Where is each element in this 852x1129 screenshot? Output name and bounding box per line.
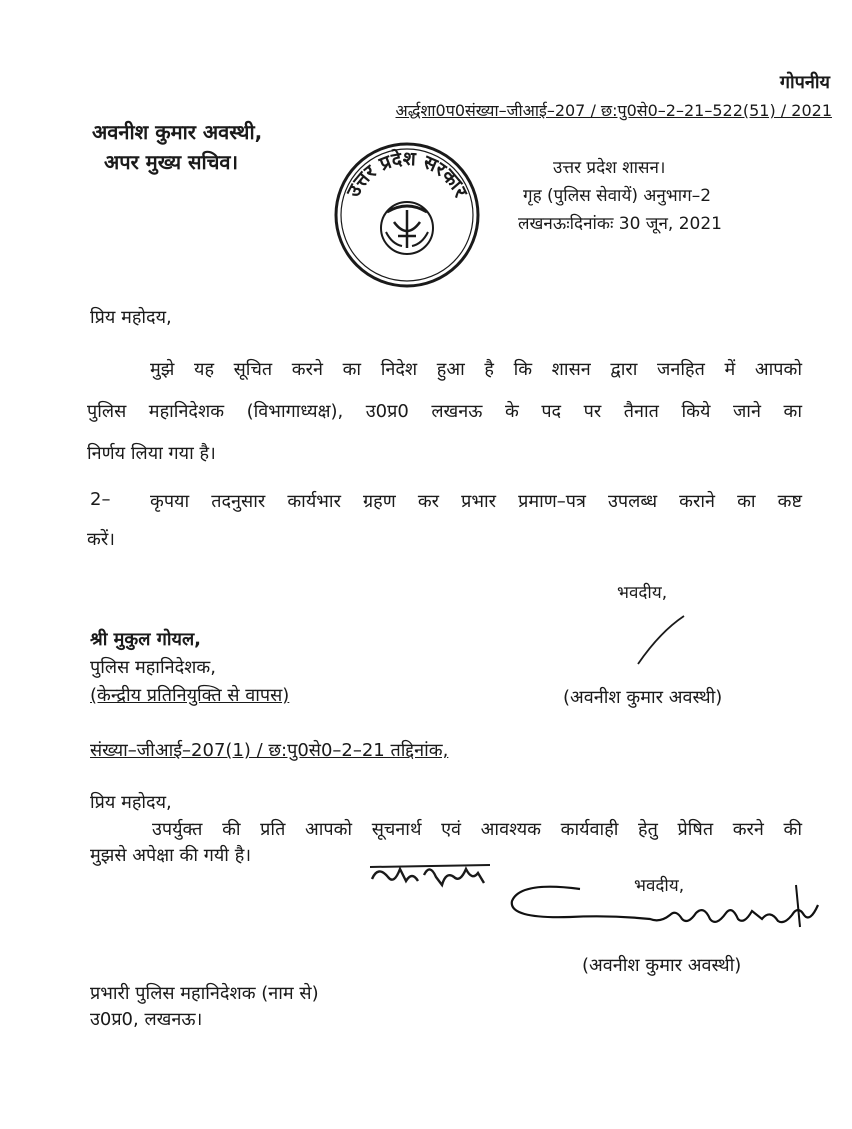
uttar-pradesh-government-seal-icon bbox=[332, 140, 482, 290]
reference-number: अर्द्धशा0प0संख्या–जीआई–207 / छ:पु0से0–2–21–522(51) / 2021 bbox=[395, 101, 832, 120]
signature-stroke bbox=[630, 612, 690, 672]
sender-name: अवनीश कुमार अवस्थी, bbox=[92, 120, 263, 144]
sender-designation: अपर मुख्य सचिव। bbox=[104, 150, 239, 174]
seal-lettering: उत्तर प्रदेश सरकार bbox=[342, 147, 472, 201]
copy-reference-number: संख्या–जीआई–207(1) / छ:पु0से0–2–21 तद्दिनांक, bbox=[90, 740, 449, 761]
classification-label: गोपनीय bbox=[779, 72, 830, 93]
paragraph-1-line-3: निर्णय लिया गया है। bbox=[87, 443, 216, 464]
copy-line-2: मुझसे अपेक्षा की गयी है। bbox=[90, 845, 252, 866]
paragraph-2-line-2: करें। bbox=[87, 529, 116, 550]
svg-text:उत्तर प्रदेश सरकार bbox=[342, 147, 472, 202]
salutation: प्रिय महोदय, bbox=[90, 307, 172, 328]
copy-recipient-line-1: प्रभारी पुलिस महानिदेशक (नाम से) bbox=[90, 983, 319, 1004]
handwritten-note bbox=[366, 855, 496, 895]
copy-line-1: उपर्युक्त की प्रति आपको सूचनार्थ एवं आवश्यक कार्यवाही हेतु प्रेषित करने की bbox=[152, 819, 802, 840]
paragraph-1-line-2: पुलिस महानिदेशक (विभागाध्यक्ष), उ0प्र0 लखनऊ के पद पर तैनात किये जाने का bbox=[87, 401, 802, 422]
copy-salutation: प्रिय महोदय, bbox=[90, 792, 172, 813]
recipient-note: (केन्द्रीय प्रतिनियुक्ति से वापस) bbox=[90, 685, 290, 706]
recipient-name: श्री मुकुल गोयल, bbox=[90, 629, 202, 650]
paragraph-2-line-1: कृपया तदनुसार कार्यभार ग्रहण कर प्रभार प्रमाण–पत्र उपलब्ध कराने का कष्ट bbox=[150, 491, 802, 512]
paragraph-1-line-1: मुझे यह सूचित करने का निदेश हुआ है कि शासन द्वारा जनहित में आपको bbox=[150, 359, 802, 380]
recipient-designation: पुलिस महानिदेशक, bbox=[90, 657, 216, 678]
closing: भवदीय, bbox=[617, 583, 668, 603]
office-name: उत्तर प्रदेश शासन। bbox=[553, 158, 666, 178]
signature bbox=[500, 875, 830, 945]
copy-closing: भवदीय, bbox=[634, 876, 685, 896]
copy-recipient-line-2: उ0प्र0, लखनऊ। bbox=[90, 1009, 203, 1030]
office-section: गृह (पुलिस सेवायें) अनुभाग–2 bbox=[523, 186, 712, 206]
paragraph-2-number: 2– bbox=[90, 489, 111, 510]
signatory-name: (अवनीश कुमार अवस्थी) bbox=[563, 687, 723, 708]
letter-date: लखनऊःदिनांकः 30 जून, 2021 bbox=[518, 214, 722, 234]
copy-signatory-name: (अवनीश कुमार अवस्थी) bbox=[582, 955, 742, 976]
